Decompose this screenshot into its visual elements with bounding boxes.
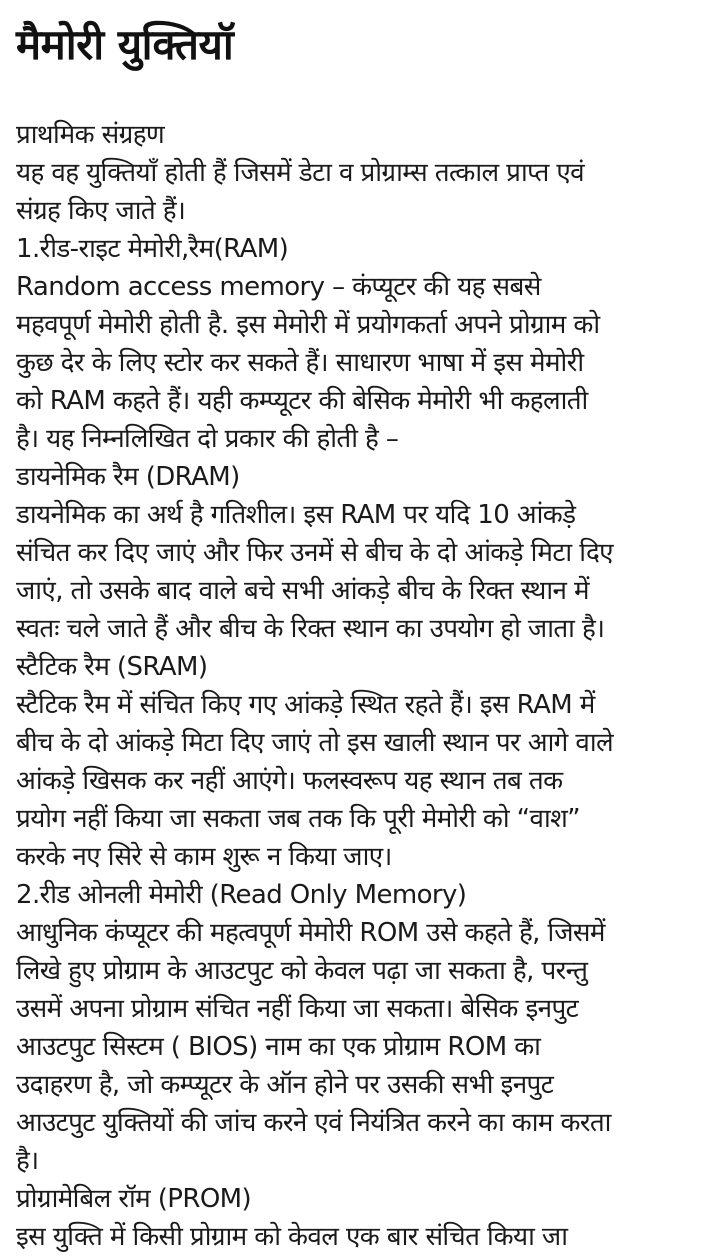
paragraph-line: डायनेमिक का अर्थ है गतिशील। इस RAM पर यदि 10 आंकड़े — [16, 500, 576, 530]
paragraph-line: यह वह युक्तियाँ होती हैं जिसमें डेटा व प्रोग्राम्स तत्काल प्राप्त एवं — [16, 158, 585, 188]
section-heading-sram: स्टैटिक रैम (SRAM) — [16, 652, 208, 682]
paragraph-line: उसमें अपना प्रोग्राम संचित नहीं किया जा सकता। बेसिक इनपुट — [16, 994, 579, 1024]
paragraph-line: महवपूर्ण मेमोरी होती है. इस मेमोरी में प्रयोगकर्ता अपने प्रोग्राम को — [16, 310, 600, 340]
paragraph-line: है। यह निम्नलिखित दो प्रकार की होती है – — [16, 424, 399, 454]
paragraph-line: आउटपुट सिस्टम ( BIOS) नाम का एक प्रोग्राम ROM का — [16, 1032, 541, 1062]
section-heading-rom: 2.रीड ओनली मेमोरी (Read Only Memory) — [16, 880, 467, 910]
paragraph-line: को RAM कहते हैं। यही कम्प्यूटर की बेसिक मेमोरी भी कहलाती — [16, 386, 588, 416]
paragraph-line: संचित कर दिए जाएं और फिर उनमें से बीच के दो आंकड़े मिटा दिए — [16, 538, 613, 568]
paragraph-line: आंकड़े खिसक कर नहीं आएंगे। फलस्वरूप यह स्थान तब तक — [16, 766, 563, 796]
section-heading-prom: प्रोग्रामेबिल रॉम (PROM) — [16, 1184, 252, 1214]
paragraph-line: आधुनिक कंप्यूटर की महत्वपूर्ण मेमोरी ROM उसे कहते हैं, जिसमें — [16, 918, 605, 948]
article-body — [16, 116, 706, 1252]
paragraph-line: जाएं, तो उसके बाद वाले बचे सभी आंकड़े बीच के रिक्त स्थान में — [16, 576, 589, 606]
paragraph-line: प्रयोग नहीं किया जा सकता जब तक कि पूरी मेमोरी को “वाश” — [16, 804, 581, 834]
section-heading-dram: डायनेमिक रैम (DRAM) — [16, 462, 240, 492]
section-heading-primary-storage: प्राथमिक संग्रहण — [16, 120, 165, 150]
paragraph-line: उदाहरण है, जो कम्प्यूटर के ऑन होने पर उसकी सभी इनपुट — [16, 1070, 554, 1100]
paragraph-line: आउटपुट युक्तियों की जांच करने एवं नियंत्रित करने का काम करता — [16, 1108, 611, 1138]
paragraph-line: संग्रह किए जाते हैं। — [16, 196, 186, 226]
paragraph-line: Random access memory – कंप्यूटर की यह सबसे — [16, 272, 541, 302]
paragraph-line: लिखे हुए प्रोग्राम के आउटपुट को केवल पढ़ा जा सकता है, परन्तु — [16, 956, 588, 986]
paragraph-line: है। — [16, 1146, 39, 1176]
paragraph-line: कुछ देर के लिए स्टोर कर सकते हैं। साधारण भाषा में इस मेमोरी — [16, 348, 584, 378]
paragraph-line: स्टैटिक रैम में संचित किए गए आंकड़े स्थित रहते हैं। इस RAM में — [16, 690, 595, 720]
paragraph-line: करके नए सिरे से काम शुरू न किया जाए। — [16, 842, 392, 872]
article-title: मैमोरी युक्तियॉ — [16, 20, 234, 69]
paragraph-line: स्वतः चले जाते हैं और बीच के रिक्त स्थान का उपयोग हो जाता है। — [16, 614, 605, 644]
paragraph-line-cut-off: इस युक्ति में किसी प्रोग्राम को केवल एक बार संचित किया जा — [16, 1222, 568, 1252]
section-heading-ram: 1.रीड-राइट मेमोरी,रैम(RAM) — [16, 234, 289, 264]
paragraph-line: बीच के दो आंकड़े मिटा दिए जाएं तो इस खाली स्थान पर आगे वाले — [16, 728, 613, 758]
